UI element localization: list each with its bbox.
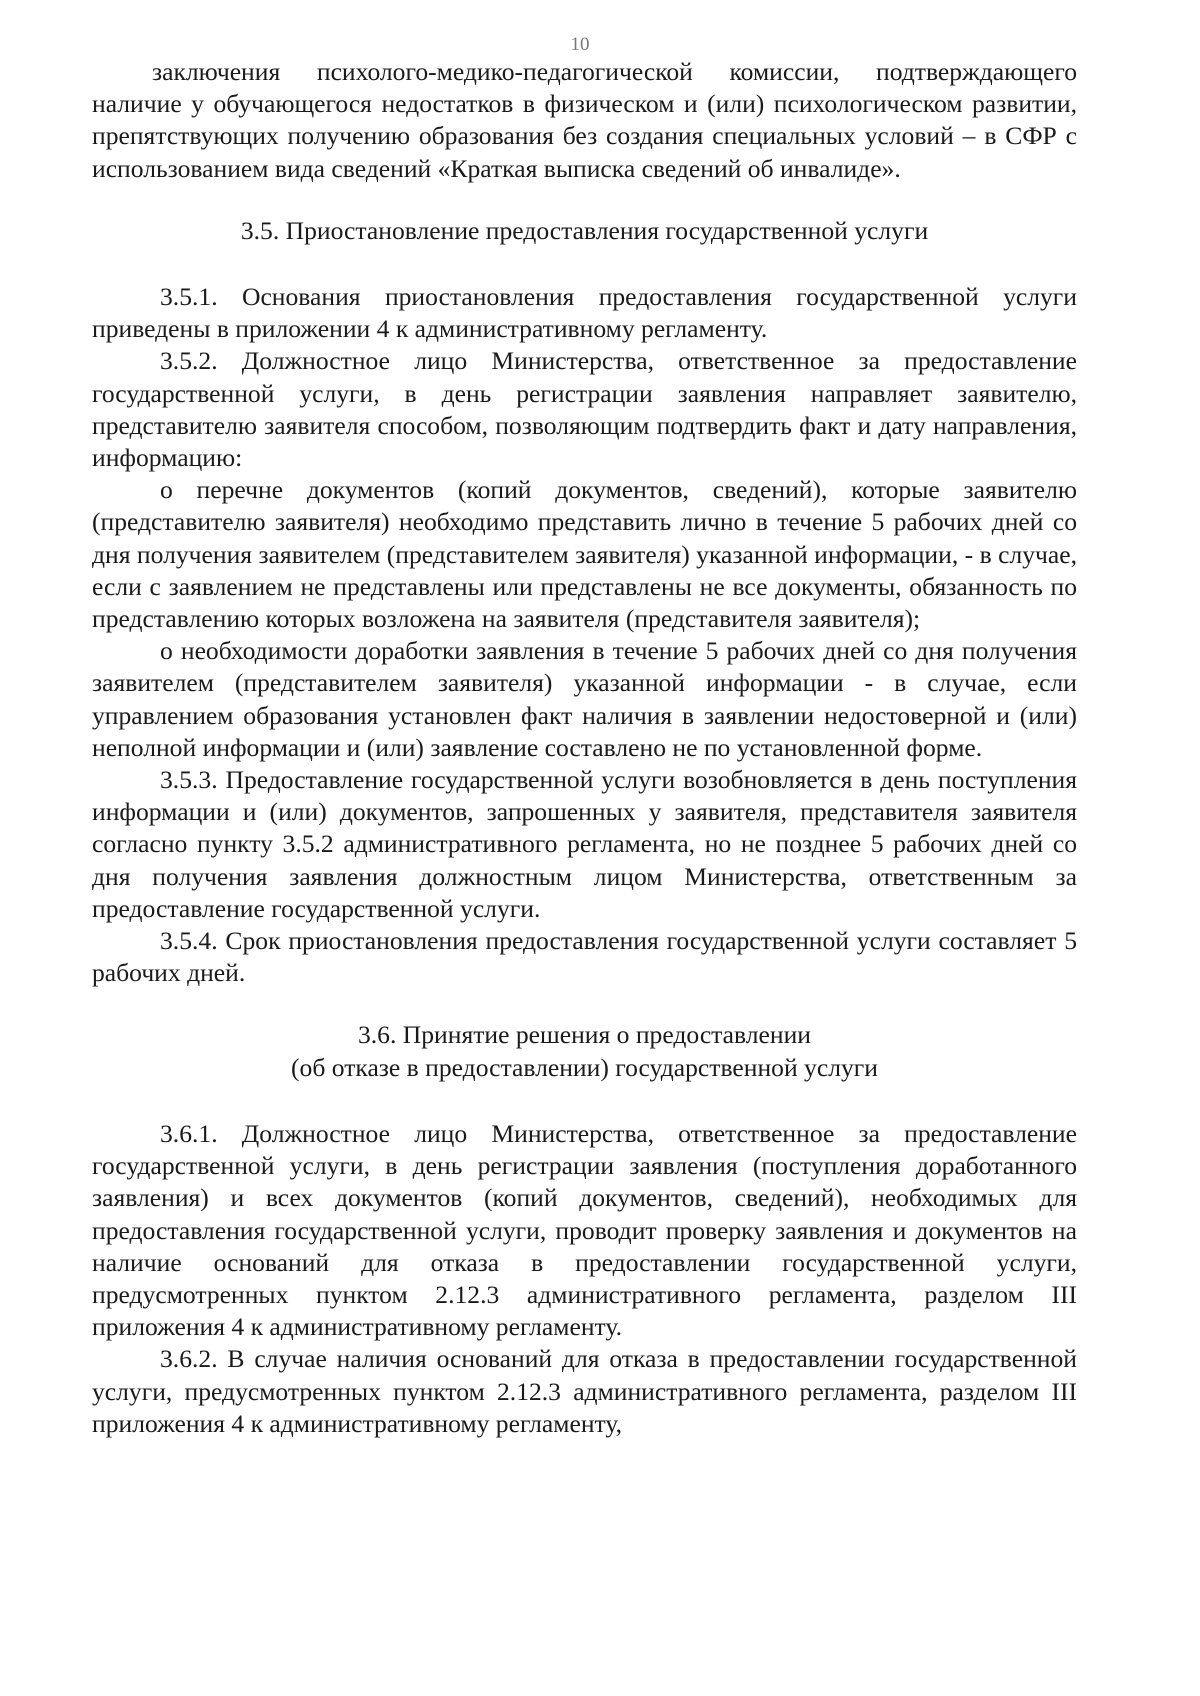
section-heading-3-6-block — [92, 1019, 1077, 1083]
paragraph-3-5-4: 3.5.4. Срок приостановления предоставления государственной услуги составляет 5 рабочих дней. — [92, 926, 1077, 988]
section-heading-3-5: 3.5. Приостановление предоставления государственной услуги — [240, 215, 929, 245]
paragraph-3-6-2: 3.6.2. В случае наличия оснований для отказа в предоставлении государственной услуги, предусмотренных пунктом 2.12.3 административного регламента, разделом III приложения 4 к административному регламенту, — [92, 1344, 1077, 1438]
page-number: 10 — [570, 34, 590, 55]
section-heading-3-6-line-2: (об отказе в предоставлении) государственной услуги — [291, 1052, 878, 1082]
paragraph-3-5-2-revision: о необходимости доработки заявления в течение 5 рабочих дней со дня получения заявителем (представителем заявителя) указанной информации - в случае, если управлением образования установлен факт наличия в заявлении недостоверной и (или) неполной информации и (или) заявление составлено не по установленной форме. — [92, 636, 1077, 762]
paragraph-continuation: заключения психолого-медико-педагогической комиссии, подтверждающего наличие у обучающегося недостатков в физическом и (или) психологическом развитии, препятствующих получению образования без создания специальных условий – в СФР с использованием вида сведений «Краткая выписка сведений об инвалиде». — [92, 57, 1077, 183]
document-body — [92, 56, 1077, 1440]
section-heading-3-5-block — [92, 215, 1077, 247]
paragraph-3-6-1: 3.6.1. Должностное лицо Министерства, ответственное за предоставление государственной услуги, в день регистрации заявления (поступления доработанного заявления) и всех документов (копий документов, сведений), необходимых для предоставления государственной услуги, проводит проверку заявления и документов на наличие оснований для отказа в предоставлении государственной услуги, предусмотренных пунктом 2.12.3 административного регламента, разделом III приложения 4 к административному регламенту. — [92, 1118, 1077, 1342]
paragraph-3-5-1: 3.5.1. Основания приостановления предоставления государственной услуги приведены в приложении 4 к административному регламенту. — [92, 282, 1077, 344]
paragraph-3-5-2: 3.5.2. Должностное лицо Министерства, ответственное за предоставление государственной услуги, в день регистрации заявления направляет заявителю, представителю заявителя способом, позволяющим подтвердить факт и дату направления, информацию: — [92, 346, 1077, 473]
paragraph-3-5-2-documents: о перечне документов (копий документов, сведений), которые заявителю (представителю заявителя) необходимо представить лично в течение 5 рабочих дней со дня получения заявителем (представителем заявителя) указанной информации, - в случае, если с заявлением не представлены или представлены не все документы, обязанность по представлению которых возложена на заявителя (представителя заявителя); — [92, 475, 1077, 634]
section-heading-3-6-line-1: 3.6. Принятие решения о предоставлении — [357, 1020, 811, 1050]
paragraph-3-5-3: 3.5.3. Предоставление государственной услуги возобновляется в день поступления информации и (или) документов, запрошенных у заявителя, представителя заявителя согласно пункту 3.5.2 административного регламента, но не позднее 5 рабочих дней со дня получения заявления должностным лицом Министерства, ответственным за предоставление государственной услуги. — [92, 765, 1077, 923]
